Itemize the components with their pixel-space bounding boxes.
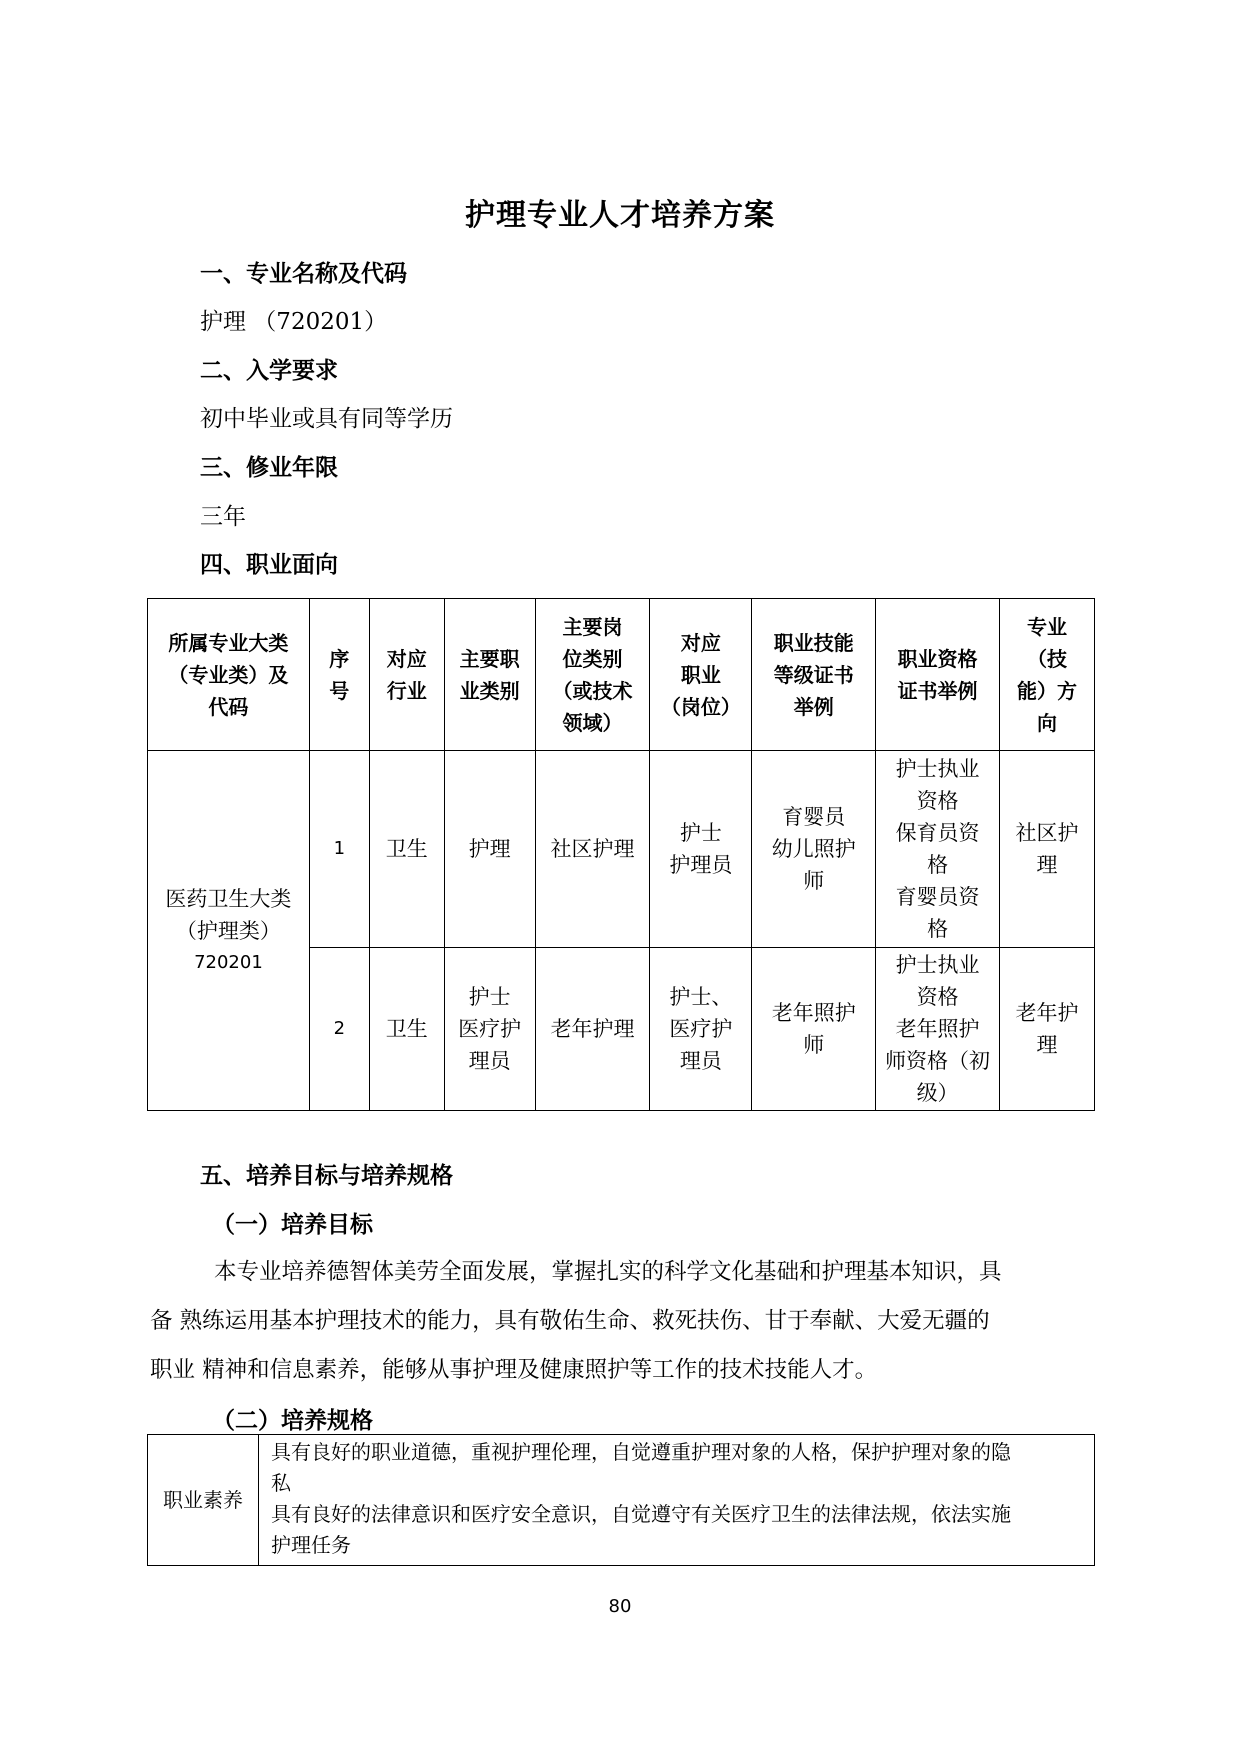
skill-cert-cell: 育婴员 幼儿照护 师	[752, 751, 876, 948]
direction-cell: 社区护 理	[1000, 751, 1095, 948]
industry-cell: 卫生	[369, 751, 444, 948]
header-direction: 专业 （技 能）方 向	[1000, 599, 1095, 751]
page-number: 80	[608, 1596, 632, 1617]
profile-label-cell: 职业素养	[148, 1435, 259, 1566]
career-table-header-row	[148, 599, 1095, 751]
section-text-2: 初中毕业或具有同等学历	[200, 406, 453, 432]
career-table	[147, 598, 1095, 1111]
header-job-class: 主要职 业类别	[444, 599, 535, 751]
direction-cell: 老年护 理	[1000, 948, 1095, 1111]
seq-cell: 1	[309, 751, 369, 948]
document-title: 护理专业人才培养方案	[465, 198, 775, 233]
paragraph-line: 本专业培养德智体美劳全面发展，掌握扎实的科学文化基础和护理基本知识，具	[214, 1259, 1002, 1285]
section-heading-5: 五、培养目标与培养规格	[200, 1163, 453, 1189]
profile-line: 护理任务	[271, 1533, 351, 1557]
seq-cell: 2	[309, 948, 369, 1111]
profile-line: 具有良好的法律意识和医疗安全意识，自觉遵守有关医疗卫生的法律法规，依法实施	[271, 1502, 1011, 1526]
subsection-heading-goal: （一）培养目标	[212, 1212, 373, 1238]
header-qual-cert: 职业资格 证书举例	[876, 599, 1000, 751]
table-row	[148, 751, 1095, 948]
section-text-1: 护理 （720201）	[200, 309, 388, 335]
subsection-heading-spec: （二）培养规格	[212, 1408, 373, 1434]
header-category: 所属专业大类 （专业类）及 代码	[148, 599, 310, 751]
qual-cert-cell: 护士执业 资格 保育员资 格 育婴员资 格	[876, 751, 1000, 948]
skill-cert-cell: 老年照护 师	[752, 948, 876, 1111]
section-text-3: 三年	[200, 504, 246, 530]
header-industry: 对应 行业	[369, 599, 444, 751]
occupation-cell: 护士、 医疗护 理员	[650, 948, 752, 1111]
job-class-cell: 护士 医疗护 理员	[444, 948, 535, 1111]
header-occupation: 对应 职业 （岗位）	[650, 599, 752, 751]
section-heading-3: 三、修业年限	[200, 455, 338, 481]
profile-line: 私	[271, 1471, 291, 1495]
section-heading-4: 四、职业面向	[200, 552, 338, 578]
section-heading-1: 一、专业名称及代码	[200, 261, 407, 287]
header-seq: 序 号	[309, 599, 369, 751]
profile-content-cell	[259, 1435, 1095, 1566]
header-post-class: 主要岗 位类别 （或技术 领域）	[535, 599, 650, 751]
post-class-cell: 老年护理	[535, 948, 650, 1111]
occupation-cell: 护士 护理员	[650, 751, 752, 948]
table-row	[148, 1435, 1095, 1566]
job-class-cell: 护理	[444, 751, 535, 948]
profile-table	[147, 1434, 1095, 1566]
goal-paragraph	[150, 1248, 1090, 1395]
paragraph-line: 备 熟练运用基本护理技术的能力，具有敬佑生命、救死扶伤、甘于奉献、大爱无疆的	[150, 1308, 990, 1334]
paragraph-line: 职业 精神和信息素养，能够从事护理及健康照护等工作的技术技能人才。	[150, 1357, 878, 1383]
industry-cell: 卫生	[369, 948, 444, 1111]
header-skill-cert: 职业技能 等级证书 举例	[752, 599, 876, 751]
post-class-cell: 社区护理	[535, 751, 650, 948]
category-cell: 医药卫生大类 （护理类） 720201	[148, 751, 310, 1111]
qual-cert-cell: 护士执业 资格 老年照护 师资格（初 级）	[876, 948, 1000, 1111]
profile-line: 具有良好的职业道德，重视护理伦理，自觉遵重护理对象的人格，保护护理对象的隐	[271, 1440, 1011, 1464]
section-heading-2: 二、入学要求	[200, 358, 338, 384]
